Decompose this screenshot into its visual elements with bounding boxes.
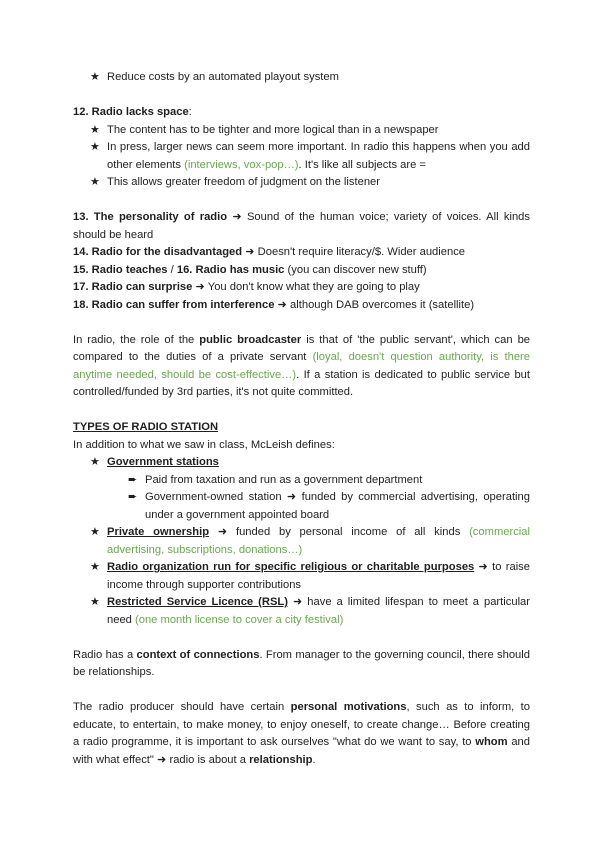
type-religious-charitable: ★ Radio organization run for specific religious or charitable purposes ➜ to raise income through supporter contributions (90, 561, 530, 591)
gov-sub-owned: ➨ Government-owned station ➜ funded by commercial advertising, operating under a government appointed board (128, 491, 530, 521)
bullet-text: Reduce costs by an automated playout system (107, 71, 339, 83)
type-private-ownership: ★ Private ownership ➜ funded by personal income of all kinds (commercial advertising, subscriptions, donations…) (90, 526, 530, 556)
point-13: 13. The personality of radio ➜ Sound of the human voice; variety of voices. All kinds should be heard (73, 211, 530, 241)
producer-paragraph: The radio producer should have certain personal motivations, such as to inform, to educate, to entertain, to make money, to enjoy oneself, to create change… Before creating a radio programme, it is important to ask ourselves "what do we want to say, to whom and with what effect" ➜ radio is about a relationship. (73, 701, 530, 766)
public-broadcaster-paragraph: In radio, the role of the public broadcaster is that of 'the public servant', which can be compared to the duties of a private servant (loyal, doesn't question authority, is there anytime needed, should be cost-effective…). If a station is dedicated to public service but controlled/funded by 3rd parties, it's not quite committed. (73, 333, 531, 398)
star-icon: ★ (90, 71, 101, 83)
point-14: 14. Radio for the disadvantaged ➜ Doesn't require literacy/$. Wider audience (73, 246, 466, 258)
star-icon: ★ (90, 456, 101, 468)
context-paragraph: Radio has a context of connections. From manager to the governing council, there should be relationships. (73, 648, 530, 678)
type-rsl: ★ Restricted Service Licence (RSL) ➜ have a limited lifespan to meet a particular need (one month license to cover a city festival) (90, 596, 530, 626)
arrow-bullet-icon: ➨ (128, 491, 138, 503)
types-heading: TYPES OF RADIO STATION (73, 421, 219, 433)
star-icon: ★ (90, 561, 101, 573)
bullet-tighter-content: ★ The content has to be tighter and more logical than in a newspaper (73, 122, 530, 140)
bullet-freedom-judgment: ★ This allows greater freedom of judgment on the listener (73, 174, 530, 192)
type-government-stations: ★ Government stations (73, 454, 530, 472)
star-icon: ★ (90, 141, 101, 153)
star-icon: ★ (90, 123, 101, 136)
gov-sub-taxation: ➨ Paid from taxation and run as a government department (73, 472, 530, 490)
point-18: 18. Radio can suffer from interference ➜ although DAB overcomes it (satellite) (73, 298, 475, 311)
arrow-bullet-icon: ➨ (128, 473, 138, 486)
types-intro: In addition to what we saw in class, McLeish defines: (73, 438, 335, 451)
point-15-16: 15. Radio teaches / 16. Radio has music (you can discover new stuff) (73, 263, 427, 276)
bullet-automated-playout (73, 69, 530, 87)
star-icon: ★ (90, 596, 101, 608)
section-12-heading: 12. Radio lacks space: (73, 106, 192, 118)
bullet-press-vs-radio: ★ In press, larger news can seem more important. In radio this happens when you add other elements (interviews, vox-pop…). It's like all subjects are = (90, 141, 530, 171)
star-icon: ★ (90, 526, 101, 538)
point-17: 17. Radio can surprise ➜ You don't know what they are going to play (73, 281, 420, 293)
star-icon: ★ (90, 176, 101, 188)
